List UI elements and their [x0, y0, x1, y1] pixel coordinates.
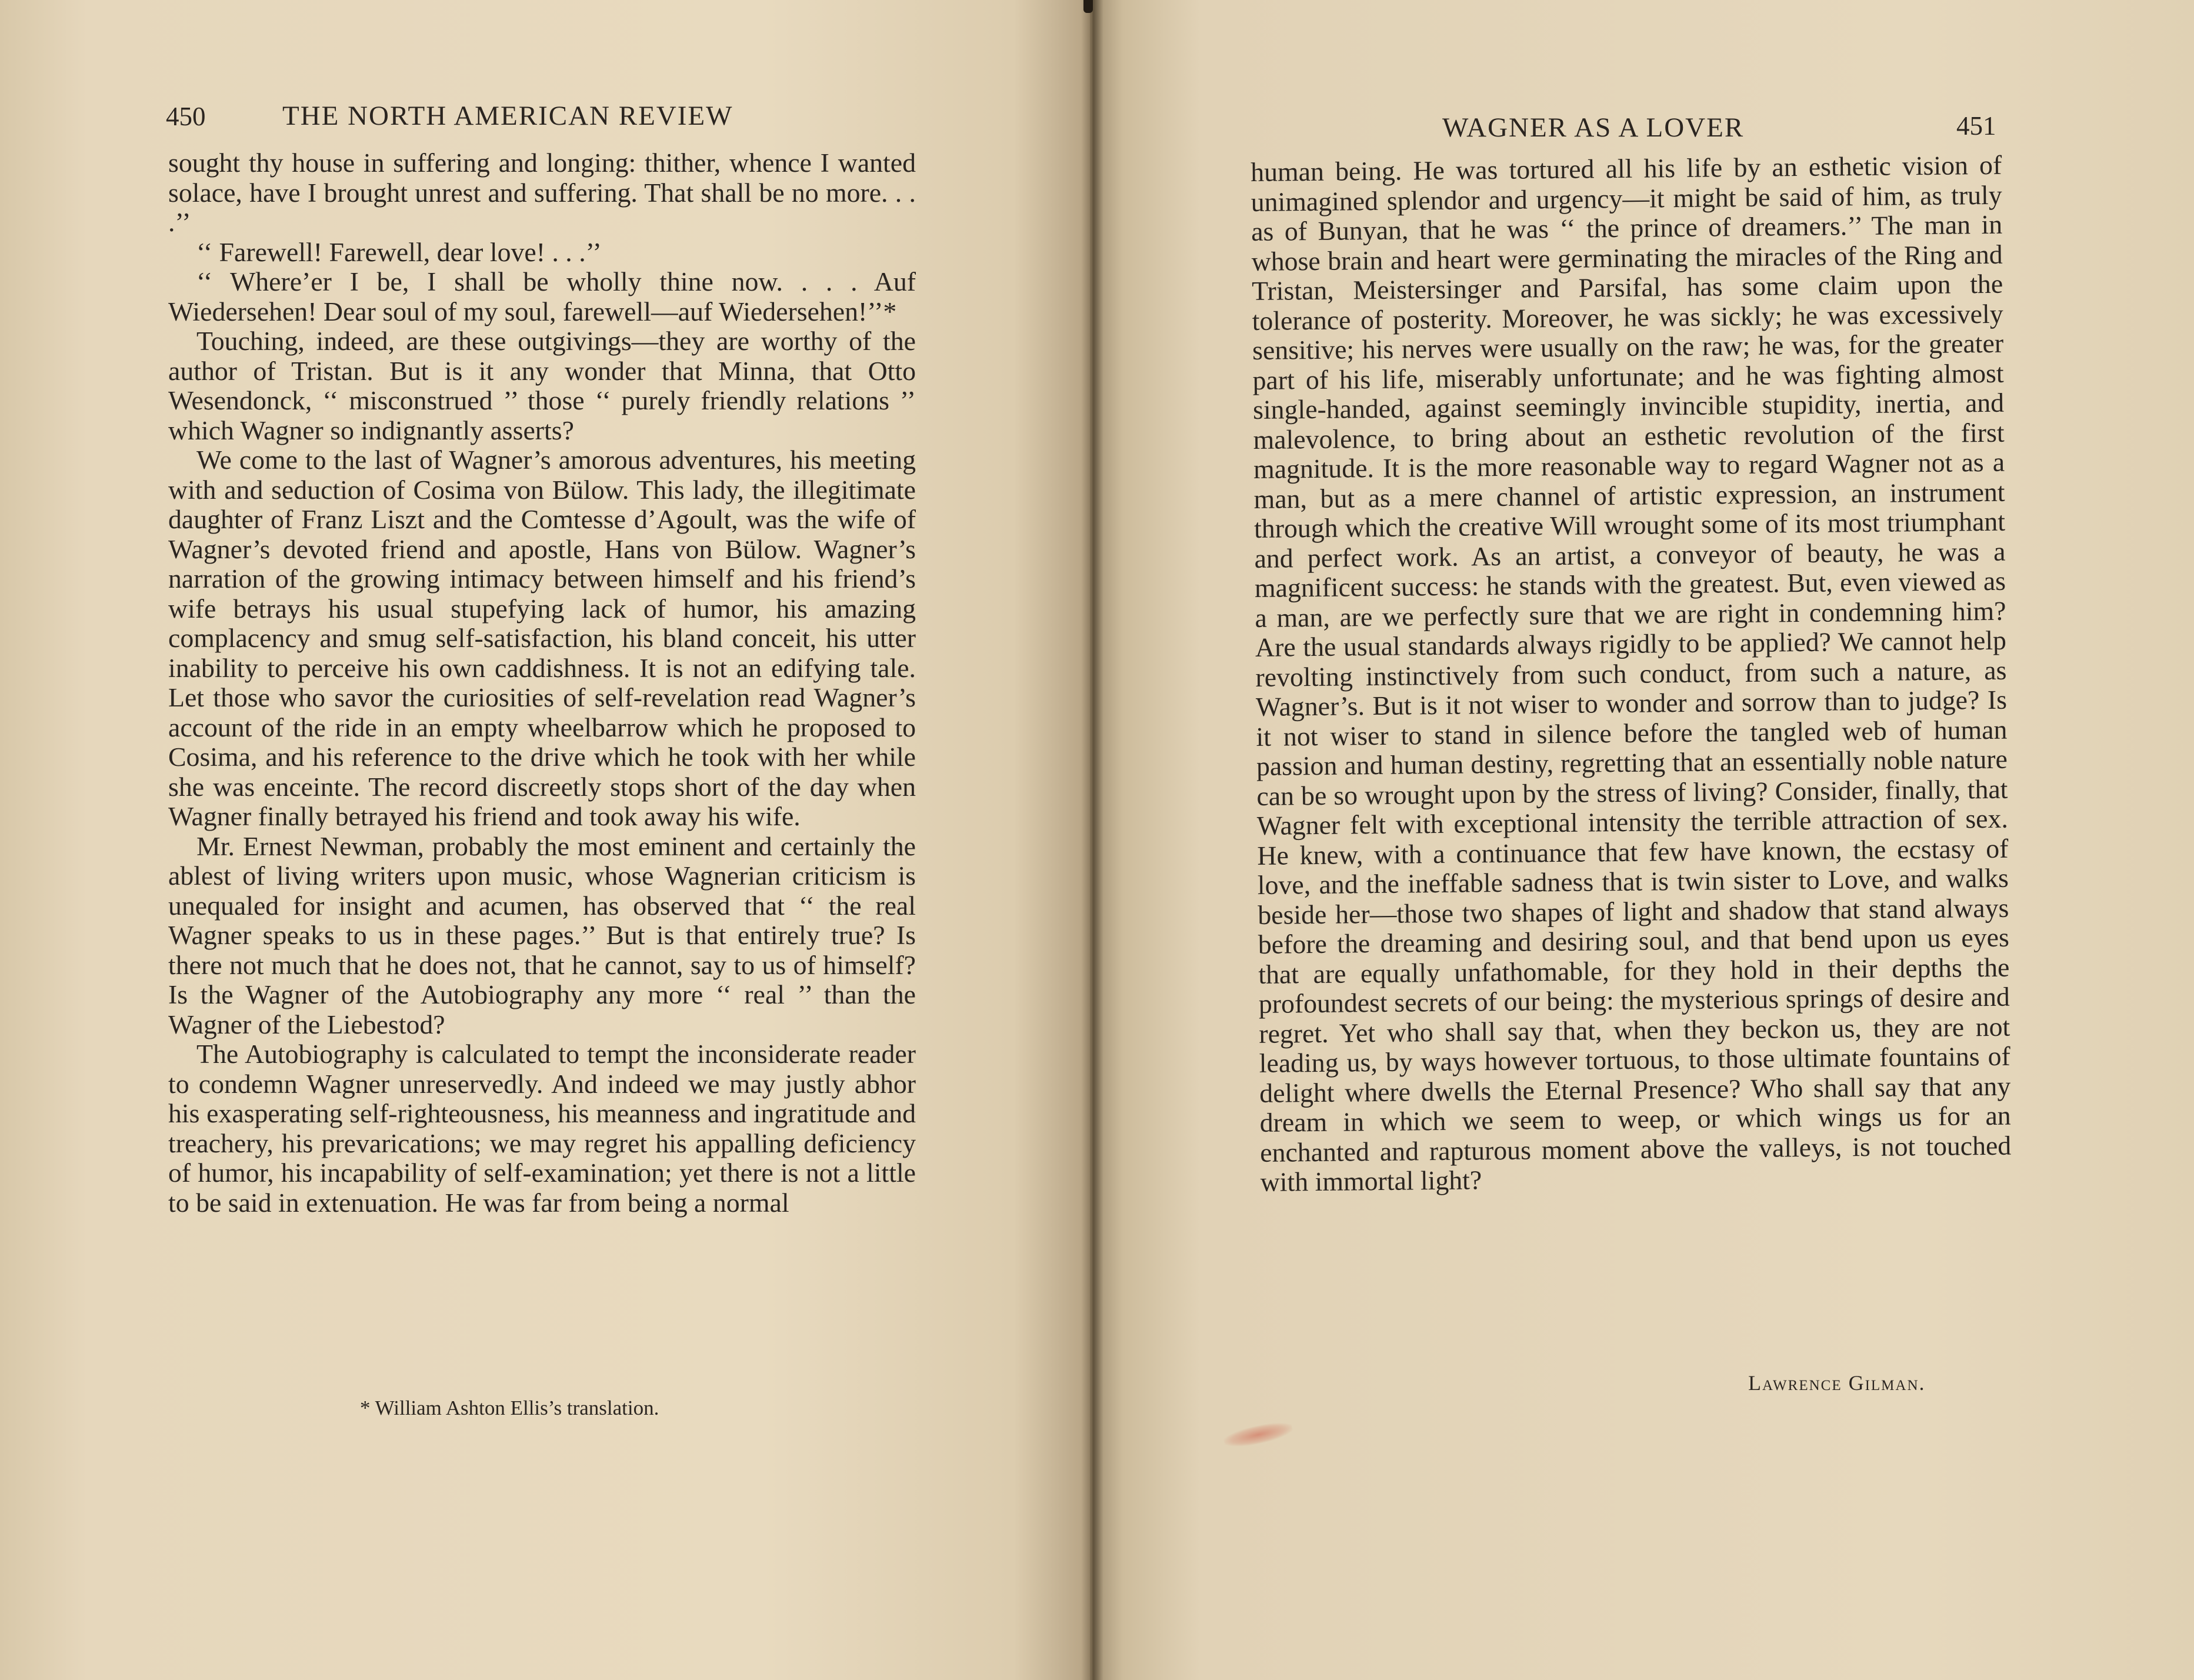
left-paragraph: We come to the last of Wagner’s amorous adventures, his meeting with and seduction of Cosima von Bülow. This lady, the illegitimate daughter of Franz Liszt and the Comtesse d’Agoult, was the wife of Wagner’s devoted friend and apostle, Hans von Bülow. Wagner’s narration of the growing intimacy between himself and his friend’s wife betrays his usual stupefying lack of humor, his amazing complacency and smug self-satisfaction, his bland conceit, his utter inability to perceive his own caddishness. It is not an edifying tale. Let those who savor the curiosities of self-revelation read Wagner’s account of the ride in an empty wheelbarrow which he proposed to Cosima, and his reference to the drive which he took with her while she was enceinte. The record discreetly stops short of the day when Wagner finally betrayed his friend and took away his wife. — [168, 445, 916, 831]
left-running-head: THE NORTH AMERICAN REVIEW — [282, 101, 733, 131]
binding-thread — [1083, 0, 1093, 13]
right-paragraph: human being. He was tortured all his life by an esthetic vision of unimagined splendor and urgency—it might be said of him, as truly as of Bunyan, that he was ‘‘ the prince of dreamers.’’ The man in whose brain and heart were germinating the miracles of the Ring and Tristan, Meistersinger and Parsifal, has some claim upon the tolerance of posterity. Moreover, he was sickly; he was excessively sensitive; his nerves were usually on the raw; he was, for the greater part of his life, miserably unfortunate; and he was fighting almost single-handed, against seemingly invincible stupidity, inertia, and malevolence, to bring about an esthetic revolution of the first magnitude. It is the more reasonable way to regard Wagner not as a man, but as a mere channel of artistic expression, an instrument through which the creative Will wrought some of its most triumphant and perfect work. As an artist, a conveyor of beauty, he was a magnificent success: he stands with the greatest. But, even viewed as a man, are we perfectly sure that we are right in condemning him? Are the usual standards always rigidly to be applied? We cannot help revolting instinctively from such conduct, from such a nature, as Wagner’s. But is it not wiser to wonder and sorrow than to judge? Is it not wiser to stand in silence before the tangled web of human passion and human destiny, regretting that an essentially noble nature can be so wrought upon by the stress of living? Consider, finally, that Wagner felt with exceptional intensity the terrible attraction of sex. He knew, with a continuance that few have known, the ecstasy of love, and the ineffable sadness that is twin sister to Love, and walks beside her—those two shapes of light and shadow that stand always before the dreaming and desiring soul, and that bend upon us eyes that are equally unfathomable, for they hold in their depths the profoundest secrets of our being: the mysterious springs of desire and regret. Yet who shall say that, when they beckon us, they are not leading us, by ways however tortuous, to those ultimate fountains of delight where dwells the Eternal Presence? Who shall say that any dream in which we seem to weep, or which wings us for an enchanted and rapturous moment above the valleys, is not touched with immortal light? — [1250, 149, 2012, 1197]
left-paragraph: ‘‘ Farewell! Farewell, dear love! . . .’’ — [196, 236, 602, 267]
left-paragraph: ‘‘ Where’er I be, I shall be wholly thine now. . . . Auf Wiedersehen! Dear soul of my soul, farewell—auf Wiedersehen!’’* — [168, 266, 916, 326]
left-paragraph: sought thy house in suffering and longing: thither, whence I wanted solace, have I brought unrest and suffering. That shall be no more. . . .’’ — [168, 148, 916, 237]
right-page-body — [1251, 151, 2012, 1198]
left-paragraph: The Autobiography is calculated to tempt the inconsiderate reader to condemn Wagner unreservedly. And indeed we may justly abhor his exasperating self-righteousness, his meanness and ingratitude and treachery, his prevarications; we may regret his appalling deficiency of humor, his incapability of self-examination; yet there is not a little to be said in extenuation. He was far from being a normal — [168, 1039, 916, 1218]
left-page-body — [168, 148, 916, 1218]
author-signature: Lawrence Gilman. — [1748, 1371, 1926, 1395]
left-paragraph: Mr. Ernest Newman, probably the most eminent and certainly the ablest of living writers upon music, whose Wagnerian criticism is unequaled for insight and acumen, has observed that ‘‘ the real Wagner speaks to us in these pages.’’ But is that entirely true? Is there not much that he does not, that he cannot, say to us of himself? Is the Wagner of the Autobiography any more ‘‘ real ’’ than the Wagner of the Liebestod? — [168, 831, 916, 1039]
footnote: * William Ashton Ellis’s translation. — [360, 1396, 659, 1419]
left-paragraph: Touching, indeed, are these outgivings—they are worthy of the author of Tristan. But is it any wonder that Minna, that Otto Wesendonck, ‘‘ misconstrued ’’ those ‘‘ purely friendly relations ’’ which Wagner so indignantly asserts? — [168, 326, 916, 445]
right-running-head: WAGNER AS A LOVER — [1442, 112, 1745, 143]
book-gutter — [1081, 0, 1103, 1680]
left-page-number: 450 — [166, 102, 206, 131]
right-page-number: 451 — [1956, 111, 1996, 141]
